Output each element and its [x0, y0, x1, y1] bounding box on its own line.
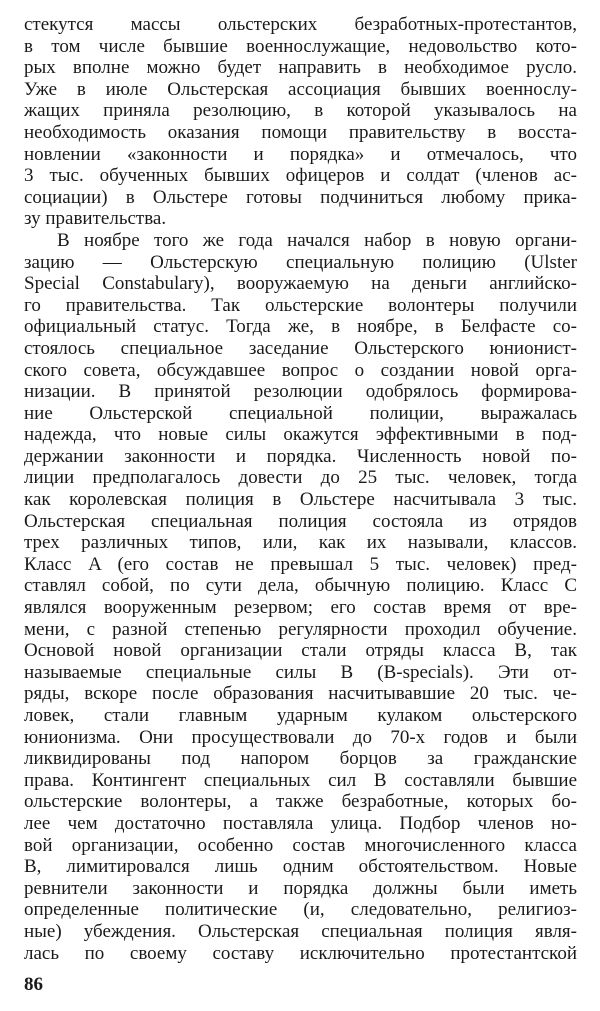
text-line: ряды, вскоре после образования насчитывавшие 20 тыс. че- — [24, 683, 577, 705]
text-line: в том числе бывшие военнослужащие, недовольство кото- — [24, 35, 577, 57]
text-line: ревнители законности и порядка должны были иметь — [24, 877, 577, 899]
text-line: В ноябре того же года начался набор в новую органи- — [57, 229, 577, 251]
text-line: стоялось специальное заседание Ольстерского юнионист- — [24, 337, 577, 359]
text-line: 3 тыс. обученных бывших офицеров и солдат (членов ас- — [24, 165, 577, 187]
text-line: зацию — Ольстерскую специальную полицию (Ulster — [24, 251, 577, 273]
text-line: го правительства. Так ольстерские волонтеры получили — [24, 294, 577, 316]
text-line: вой организации, особенно состав многочисленного класса — [24, 834, 577, 856]
text-line: Класс A (его состав не превышал 5 тыс. человек) пред- — [24, 553, 577, 575]
text-line: надежда, что новые силы окажутся эффективными в под- — [24, 424, 577, 446]
text-line: Special Constabulary), вооружаемую на деньги английско- — [24, 273, 577, 295]
text-line: права. Контингент специальных сил B составляли бывшие — [24, 769, 577, 791]
text-line: ольстерские волонтеры, а также безработные, которых бо- — [24, 791, 577, 813]
text-line: ловек, стали главным ударным кулаком ольстерского — [24, 705, 577, 726]
text-line: лась по своему составу исключительно протестантской — [24, 942, 577, 964]
text-line: лиции предполагалось довести до 25 тыс. человек, тогда — [24, 467, 577, 489]
text-line: зу правительства. — [24, 208, 167, 230]
text-line: новлении «законности и порядка» и отмечалось, что — [24, 143, 577, 165]
text-line: Ольстерская специальная полиция состояла из отрядов — [24, 510, 577, 532]
text-line: как королевская полиция в Ольстере насчитывала 3 тыс. — [24, 489, 577, 511]
text-line: официальный статус. Тогда же, в ноябре, в Белфасте со- — [24, 316, 577, 338]
text-line: ставлял собой, по сути дела, обычную полицию. Класс C — [24, 575, 577, 597]
text-line: держании законности и порядка. Численность новой по- — [24, 445, 577, 467]
text-line: являлся вооруженным резервом; его состав время от вре- — [24, 597, 577, 619]
text-line: ликвидированы под напором борцов за гражданские — [24, 748, 577, 770]
text-line: ского совета, обсуждавшее вопрос о создании новой орга- — [24, 359, 577, 381]
text-line: определенные политические (и, следовательно, религиоз- — [24, 899, 577, 921]
text-line: Основой новой организации стали отряды класса B, так — [24, 640, 577, 662]
text-line: трех различных типов, или, как их называли, классов. — [24, 532, 577, 554]
text-line: называемые специальные силы B (B-specials). Эти от- — [24, 661, 577, 683]
text-line: юнионизма. Они просуществовали до 70-х годов и были — [24, 726, 577, 748]
text-line: мени, с разной степенью регулярности проходил обучение. — [24, 618, 577, 640]
text-line: низации. В принятой резолюции одобрялось формирова- — [24, 381, 577, 403]
page-number: 86 — [24, 974, 43, 995]
text-line: лее чем достаточно поставляла улица. Подбор членов но- — [24, 812, 577, 834]
text-line: ние Ольстерской специальной полиции, выражалась — [24, 402, 577, 424]
text-line: социации) в Ольстере готовы подчиниться любому прика- — [24, 186, 577, 208]
text-line: Уже в июле Ольстерская ассоциация бывших военнослу- — [24, 78, 577, 100]
text-line: необходимость оказания помощи правительству в восста- — [24, 121, 577, 143]
text-line: B, лимитировался лишь одним обстоятельством. Новые — [24, 856, 577, 878]
text-line: рых вполне можно будет направить в необходимое русло. — [24, 57, 577, 79]
text-line: стекутся массы ольстерских безработных-протестантов, — [24, 14, 577, 35]
body-text — [24, 14, 577, 964]
text-line: ные) убеждения. Ольстерская специальная полиция явля- — [24, 920, 577, 942]
text-line: жащих приняла резолюцию, в которой указывалось на — [24, 100, 577, 122]
